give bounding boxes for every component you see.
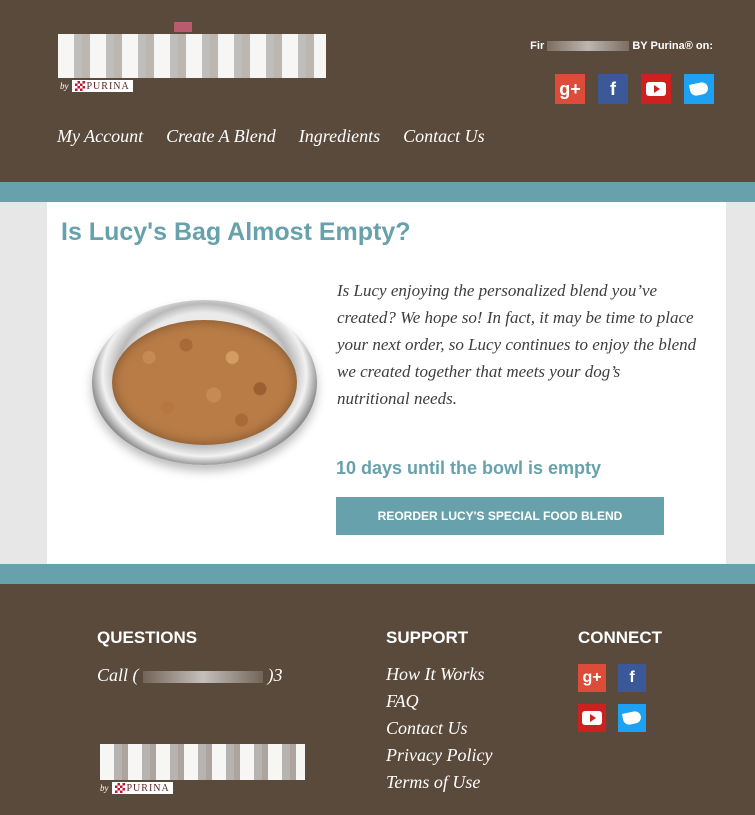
nav-contact-us[interactable]: Contact Us: [403, 126, 485, 146]
footer-twitter-bird-glyph: [622, 710, 642, 725]
purina-badge: [72, 80, 133, 92]
content-card: [47, 202, 726, 564]
google-plus-icon[interactable]: g+: [555, 74, 585, 104]
follow-text: [530, 40, 713, 52]
footer-purina-checkerboard-icon: [115, 783, 125, 793]
footer-google-plus-icon[interactable]: g+: [578, 664, 606, 692]
footer-purina-brand-text: PURINA: [126, 782, 170, 794]
logo-wordmark: [58, 34, 326, 78]
reorder-button[interactable]: REORDER LUCY'S SPECIAL FOOD BLEND: [336, 497, 664, 535]
facebook-icon[interactable]: f: [598, 74, 628, 104]
footer-logo-by-text: by: [100, 783, 109, 793]
footer-twitter-icon[interactable]: [618, 704, 646, 732]
twitter-bird-glyph: [689, 81, 709, 96]
redacted-phone-number: [143, 671, 263, 683]
follow-prefix: Fir: [530, 40, 545, 52]
purina-checkerboard-icon: [75, 81, 85, 91]
footer-logo-byline: [100, 782, 173, 794]
logo-by-text: by: [60, 81, 69, 91]
redacted-brand-name: [547, 41, 629, 51]
support-link-how-it-works[interactable]: How It Works: [386, 664, 485, 684]
accent-band-top: [0, 182, 755, 202]
twitter-icon[interactable]: [684, 74, 714, 104]
follow-suffix: BY Purina® on:: [632, 40, 713, 52]
support-link-contact-us[interactable]: Contact Us: [386, 718, 468, 738]
support-link-terms-of-use[interactable]: Terms of Use: [386, 772, 481, 792]
footer-brand-logo[interactable]: [100, 744, 310, 804]
footer-facebook-icon[interactable]: f: [618, 664, 646, 692]
youtube-play-glyph: [646, 82, 666, 96]
logo-byline: [60, 80, 133, 92]
food-bowl-image: [92, 300, 317, 470]
support-link-privacy-policy[interactable]: Privacy Policy: [386, 745, 493, 765]
youtube-icon[interactable]: [641, 74, 671, 104]
support-links: [386, 664, 492, 799]
call-prefix: Call (: [97, 665, 139, 685]
questions-heading: QUESTIONS: [97, 628, 198, 647]
header: [0, 0, 755, 182]
message-body: Is Lucy enjoying the personalized blend you’ve created? We hope so! In fact, it may be time to place your next order, so Lucy continues to enjoy the blend we created together that meets your dog’s nutritional needs.: [337, 281, 697, 408]
nav-my-account[interactable]: My Account: [57, 126, 144, 146]
page-title: Is Lucy's Bag Almost Empty?: [61, 218, 411, 246]
nav-ingredients[interactable]: Ingredients: [298, 126, 381, 146]
footer-youtube-icon[interactable]: [578, 704, 606, 732]
nav-create-a-blend[interactable]: Create A Blend: [166, 126, 276, 146]
support-heading: SUPPORT: [386, 628, 469, 647]
footer-purina-badge: [112, 782, 173, 794]
footer-logo-wordmark: [100, 744, 305, 780]
days-remaining-text: 10 days until the bowl is empty: [336, 458, 602, 478]
brand-logo[interactable]: [58, 34, 328, 94]
call-suffix: )3: [267, 665, 283, 685]
main-nav: [57, 126, 485, 147]
connect-heading: CONNECT: [578, 628, 663, 647]
purina-brand-text: PURINA: [86, 80, 130, 92]
accent-band-bottom: [0, 564, 755, 584]
support-link-faq[interactable]: FAQ: [386, 691, 419, 711]
footer-social-icons: [578, 664, 648, 732]
header-social-icons: [555, 74, 714, 104]
call-text: [97, 665, 283, 686]
footer: [0, 584, 755, 815]
footer-youtube-play-glyph: [582, 711, 602, 725]
bowl-kibble: [112, 320, 297, 445]
